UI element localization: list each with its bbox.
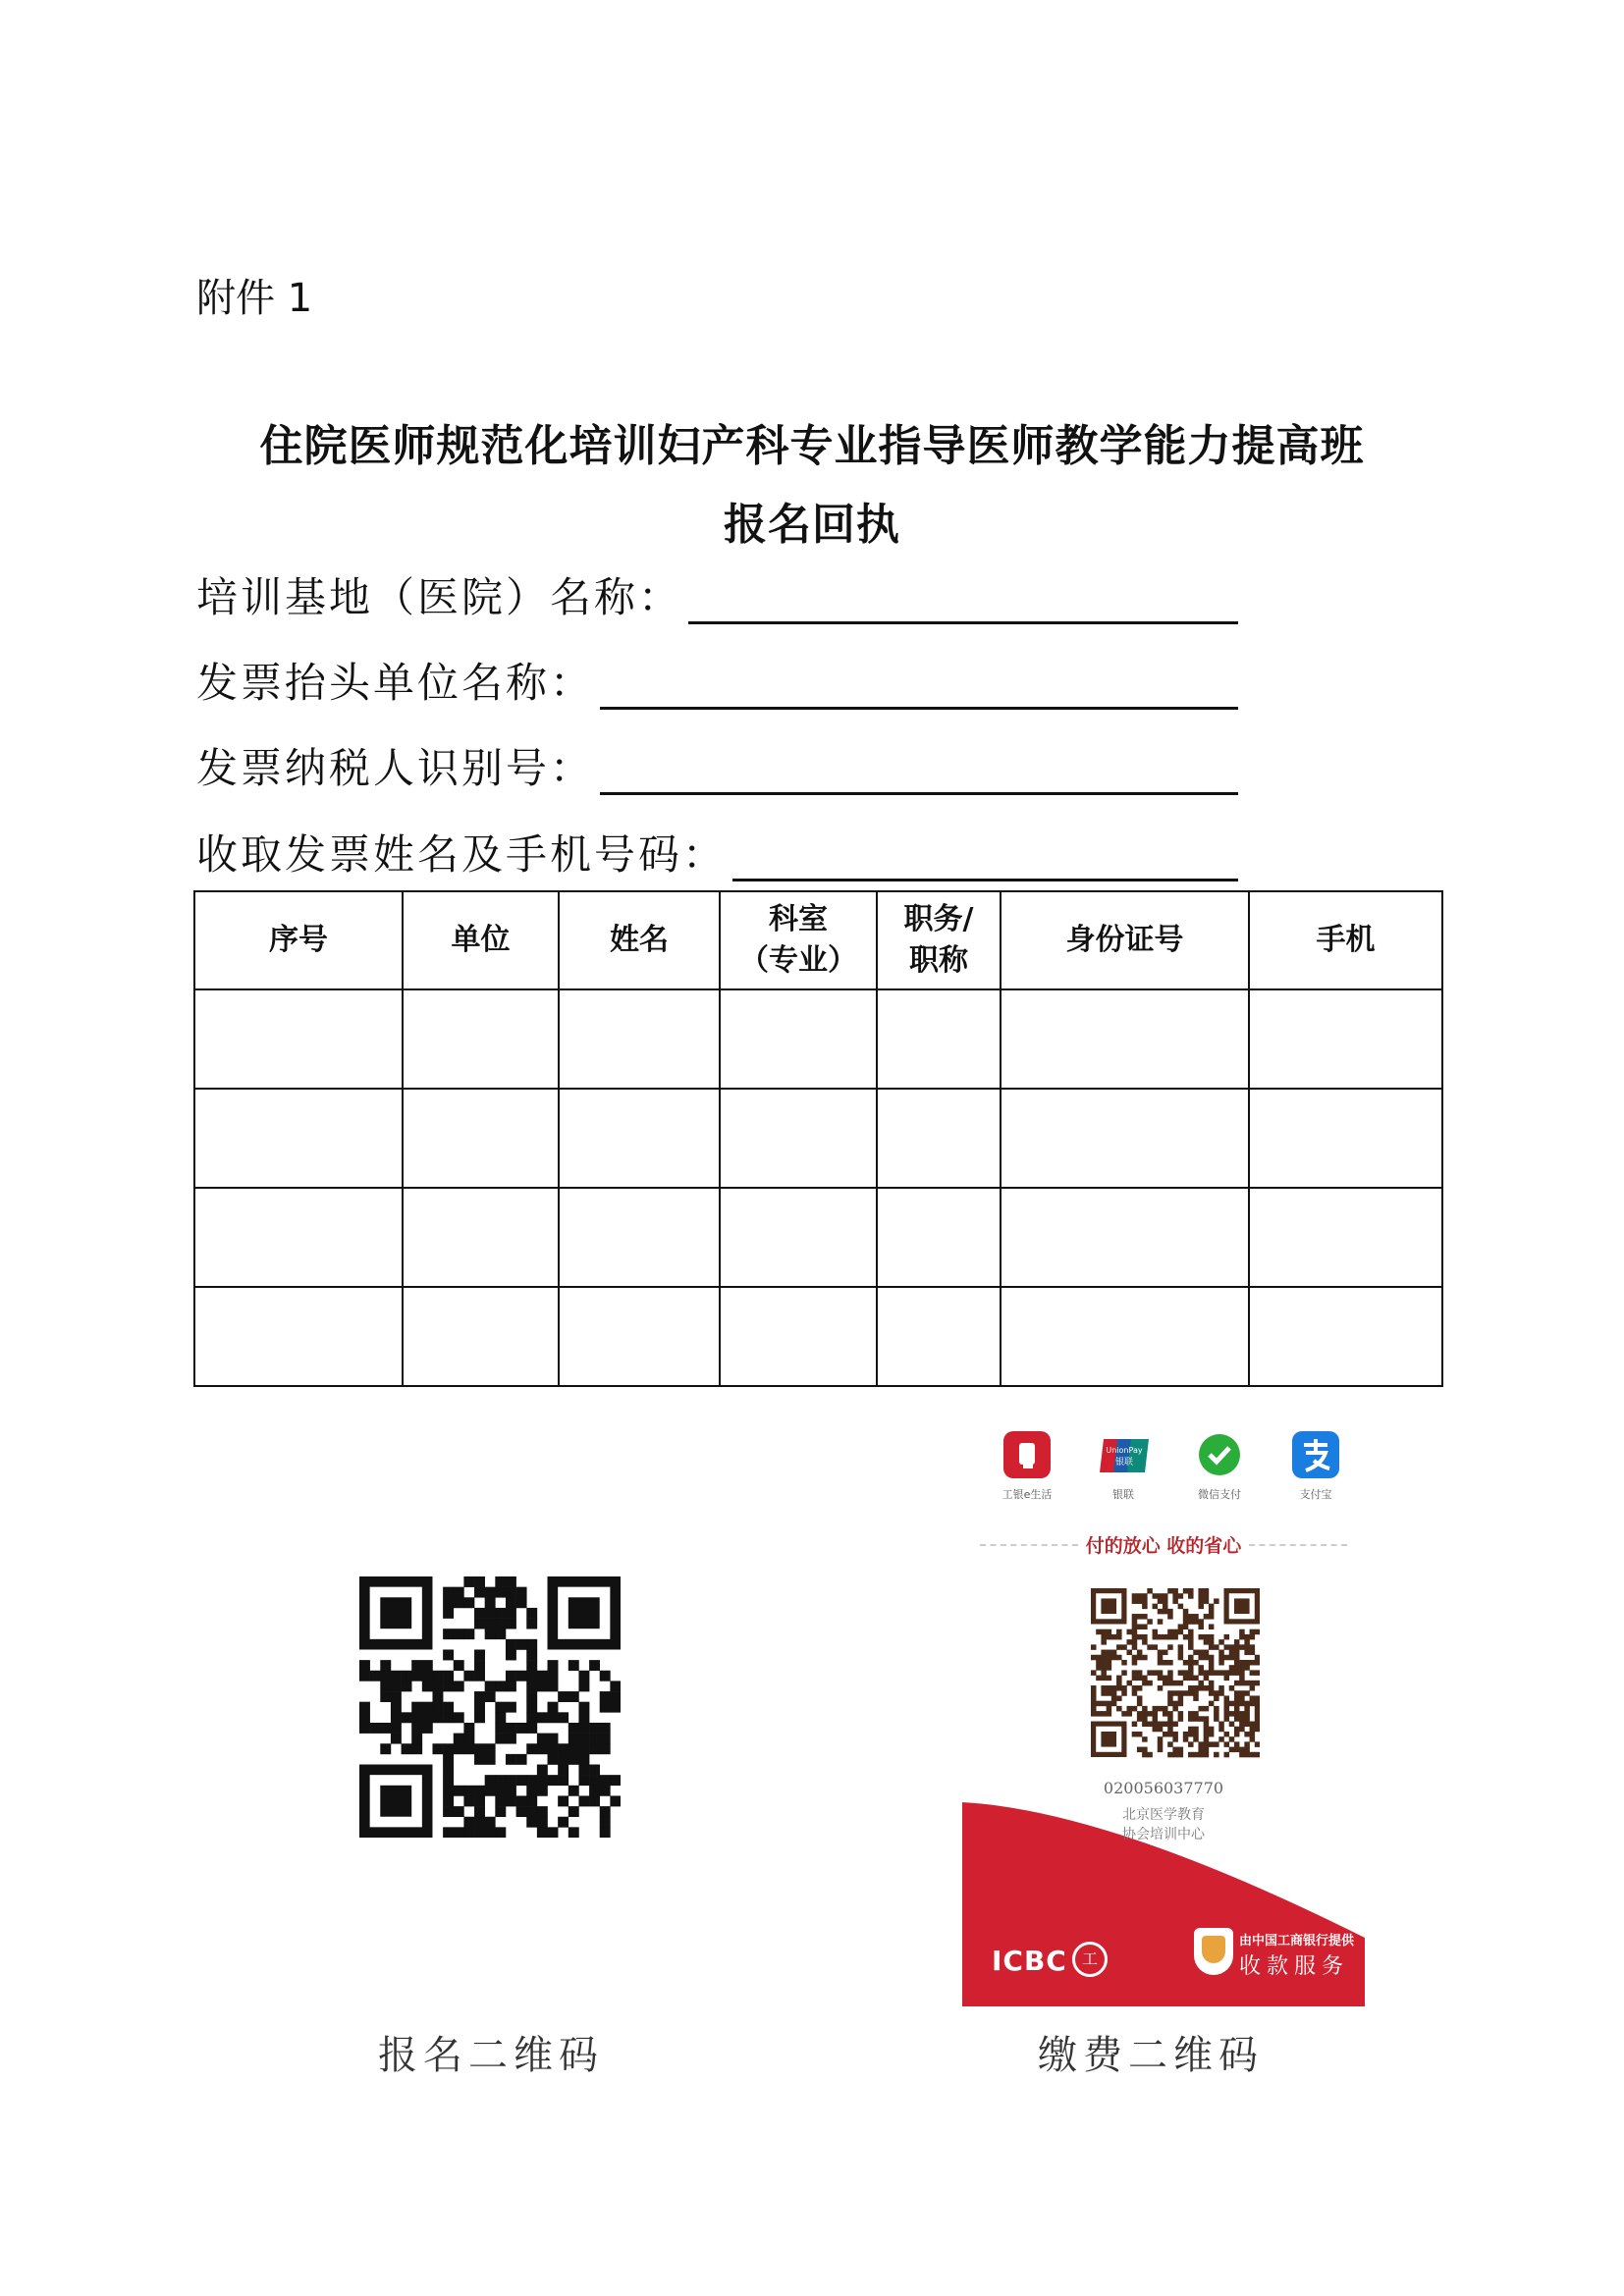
table-cell[interactable]	[720, 1089, 877, 1188]
field-training-base	[196, 565, 1238, 624]
field-label: 收取发票姓名及手机号码：	[196, 830, 728, 879]
field-invoice-title	[196, 651, 1238, 710]
form-title: 住院医师规范化培训妇产科专业指导医师教学能力提高班	[259, 421, 1365, 471]
payment-card	[962, 1417, 1365, 2006]
table-cell[interactable]	[194, 1287, 403, 1386]
icbc-app-icon	[1003, 1431, 1051, 1478]
registration-qr-caption: 报名二维码	[378, 2033, 604, 2078]
icbc-mark-icon: 工	[1072, 1942, 1108, 1977]
field-label: 培训基地（医院）名称：	[196, 573, 683, 621]
table-cell[interactable]	[1001, 989, 1249, 1089]
col-serial: 序号	[194, 891, 403, 989]
payment-qr-caption: 缴费二维码	[1038, 2033, 1264, 2078]
table-row	[194, 1188, 1442, 1287]
table-cell[interactable]	[720, 1188, 877, 1287]
table-row	[194, 1287, 1442, 1386]
registration-qr-code	[359, 1576, 621, 1838]
fill-in-line[interactable]	[688, 582, 1238, 624]
table-cell[interactable]	[403, 1287, 559, 1386]
attachment-label: 附件 1	[196, 276, 313, 321]
icbc-logo: ICBC	[992, 1945, 1067, 1977]
table-cell[interactable]	[720, 989, 877, 1089]
registration-table	[193, 890, 1443, 1387]
table-cell[interactable]	[1001, 1089, 1249, 1188]
payment-qr-code	[1091, 1588, 1260, 1765]
col-name: 姓名	[559, 891, 720, 989]
payee-name: 北京医学教育	[1122, 1807, 1205, 1823]
table-cell[interactable]	[877, 1287, 1001, 1386]
app-label: 微信支付	[1198, 1488, 1241, 1501]
field-invoice-recipient	[196, 823, 1238, 881]
form-subtitle: 报名回执	[724, 500, 900, 550]
shield-icon	[1194, 1928, 1233, 1975]
table-cell[interactable]	[403, 989, 559, 1089]
fill-in-line[interactable]	[732, 839, 1238, 881]
table-cell[interactable]	[1249, 989, 1442, 1089]
table-cell[interactable]	[403, 1188, 559, 1287]
col-position: 职务/ 职称	[877, 891, 1001, 989]
table-cell[interactable]	[1001, 1287, 1249, 1386]
table-cell[interactable]	[877, 1089, 1001, 1188]
table-cell[interactable]	[1249, 1089, 1442, 1188]
unionpay-icon	[1100, 1431, 1147, 1478]
account-number: 020056037770	[1103, 1779, 1224, 1797]
table-header-row	[194, 891, 1442, 989]
table-cell[interactable]	[877, 1188, 1001, 1287]
table-cell[interactable]	[559, 989, 720, 1089]
field-taxpayer-id	[196, 736, 1238, 795]
table-cell[interactable]	[1249, 1287, 1442, 1386]
divider	[1249, 1544, 1347, 1546]
table-row	[194, 1089, 1442, 1188]
col-phone: 手机	[1249, 891, 1442, 989]
app-label: 支付宝	[1299, 1488, 1332, 1501]
provider-text: 由中国工商银行提供	[1239, 1934, 1355, 1949]
table-cell[interactable]	[720, 1287, 877, 1386]
col-department: 科室 （专业）	[720, 891, 877, 989]
table-cell[interactable]	[1249, 1188, 1442, 1287]
table-cell[interactable]	[403, 1089, 559, 1188]
table-cell[interactable]	[1001, 1188, 1249, 1287]
table-cell[interactable]	[194, 1188, 403, 1287]
field-label: 发票纳税人识别号：	[196, 744, 595, 792]
table-cell[interactable]	[194, 1089, 403, 1188]
wechat-pay-icon	[1196, 1431, 1243, 1478]
slogan: 付的放心 收的省心	[1085, 1535, 1242, 1557]
table-cell[interactable]	[877, 989, 1001, 1089]
field-label: 发票抬头单位名称：	[196, 659, 595, 707]
app-label: 工银e生活	[1001, 1488, 1053, 1501]
alipay-icon	[1292, 1431, 1339, 1478]
fill-in-line[interactable]	[600, 667, 1238, 710]
table-cell[interactable]	[559, 1287, 720, 1386]
payee-name-line2: 协会培训中心	[1122, 1827, 1205, 1842]
svg-text:银联: 银联	[1114, 1458, 1134, 1468]
svg-text:UnionPay: UnionPay	[1106, 1446, 1143, 1455]
fill-in-line[interactable]	[600, 753, 1238, 795]
service-text: 收款服务	[1239, 1954, 1350, 1979]
table-row	[194, 989, 1442, 1089]
col-id-number: 身份证号	[1001, 891, 1249, 989]
app-label: 银联	[1112, 1488, 1134, 1501]
table-cell[interactable]	[559, 1188, 720, 1287]
table-cell[interactable]	[559, 1089, 720, 1188]
col-unit: 单位	[403, 891, 559, 989]
table-cell[interactable]	[194, 989, 403, 1089]
